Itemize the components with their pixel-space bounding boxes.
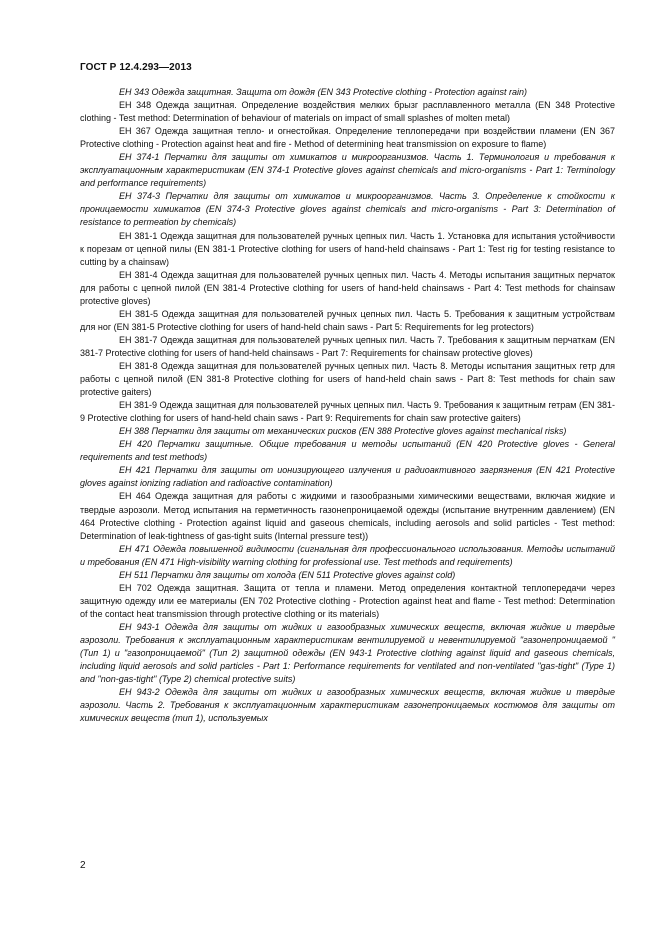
reference-entry: ЕН 374-3 Перчатки для защиты от химикатов и микроорганизмов. Часть 3. Определение к стойкости к проницаемости химикатов (EN 374-3 Protective gloves against chemicals and micro-organisms - Part 3: Determination of resistance to permeation by chemicals) — [80, 191, 615, 228]
reference-entry: ЕН 943-2 Одежда для защиты от жидких и газообразных химических веществ, включая жидкие и твердые аэрозоли. Часть 2. Требования к эксплуатационным характеристикам газонепроницаемых костюмов для защиты от химических веществ (тип 1), используемых — [80, 687, 615, 724]
reference-entry: ЕН 343 Одежда защитная. Защита от дождя (EN 343 Protective clothing - Protection against rain) — [119, 87, 528, 97]
reference-entry: ЕН 511 Перчатки для защиты от холода (EN 511 Protective gloves against cold) — [119, 569, 456, 580]
reference-entry: ЕН 381-1 Одежда защитная для пользователей ручных цепных пил. Часть 1. Установка для испытания устойчивости к порезам от цепной пилы (EN 381-1 Protective clothing for users of hand-held chainsaws - Part 1: Test rig for testing resistance to cutting by a chainsaw) — [80, 230, 615, 267]
reference-entry: ЕН 421 Перчатки для защиты от ионизирующего излучения и радиоактивного загрязнения (EN 421 Protective gloves against ionizing radiation and radioactive contamination) — [80, 465, 615, 489]
page-number: 2 — [80, 860, 86, 871]
reference-entry: ЕН 367 Одежда защитная тепло- и огнестойкая. Определение теплопередачи при воздействии пламени (EN 367 Protective clothing - Protection against heat and fire - Method of determining heat transmission on exposure to flame) — [80, 126, 615, 150]
reference-entry: ЕН 381-9 Одежда защитная для пользователей ручных цепных пил. Часть 9. Требования к защитным гетрам (EN 381-9 Protective clothing for users of hand-held chain saws - Part 9: Requirements for chain saw protective gaiters) — [80, 400, 615, 424]
reference-entry: ЕН 471 Одежда повышенной видимости (сигнальная для профессионального использования. Методы испытаний и требования (EN 471 High-visibility warning clothing for professional use. Test methods and requirements) — [80, 543, 615, 567]
reference-entry: ЕН 374-1 Перчатки для защиты от химикатов и микроорганизмов. Часть 1. Терминология и требования к эксплуатационным характеристикам (EN 374-1 Protective gloves against chemicals and micro-organisms - Part 1: Terminology and performance requirements) — [80, 152, 615, 189]
reference-entry: ЕН 943-1 Одежда для защиты от жидких и газообразных химических веществ, включая жидкие и твердые аэрозоли. Требования к эксплуатационным характеристикам вентилируемой и невентилируемой "газонепроницаемой " (Тип 1) и "газопроницаемой" (Тип 2) защитной одежды (EN 943-1 Protective clothing against liquid and gaseous chemicals, including liquid aerosols and solid particles - Part 1: Performance requirements for ventilated and non-ventilated "gas-tight" (Type 1) and "non-gas-tight" (Type 2) chemical protective suits) — [80, 621, 615, 685]
reference-entry: ЕН 464 Одежда защитная для работы с жидкими и газообразными химическими веществами, включая жидкие и твердые аэрозоли. Метод испытания на герметичность газонепроницаемой одежды (испытание внутренним давлением) (EN 464 Protective clothing - Protection against liquid and gaseous chemicals, including aerosols and solid particles - Test method: Determination of leak-tightness of gas-tight suits (Internal pressure test)) — [80, 491, 615, 541]
reference-entry: ЕН 702 Одежда защитная. Защита от тепла и пламени. Метод определения контактной теплопередачи через защитную одежду или ее материалы (EN 702 Protective clothing - Protection against heat and flame - Test method: Determination of the contact heat transmission through protective clothing or its materials) — [80, 582, 615, 619]
reference-entry: ЕН 381-8 Одежда защитная для пользователей ручных цепных пил. Часть 8. Методы испытания защитных гетр для работы с цепной пилой (EN 381-8 Protective clothing for users of hand-held chain saws - Part 8: Test methods for chain saw protective gaiters) — [80, 360, 615, 398]
reference-entry: ЕН 381-7 Одежда защитная для пользователей ручных цепных пил. Часть 7. Требования к защитным перчаткам (EN 381-7 Protective clothing for users of hand-held chainsaws - Part 7: Requirements for chainsaw protective gloves) — [80, 334, 615, 358]
page-header-standard-code: ГОСТ Р 12.4.293—2013 — [80, 62, 192, 73]
reference-entry: ЕН 381-4 Одежда защитная для пользователей ручных цепных пил. Часть 4. Методы испытания защитных перчаток для работы с цепной пилой (EN 381-4 Protective clothing for users of hand-held chainsaws - Part 4: Test methods for chainsaw protective gloves) — [80, 269, 615, 306]
reference-entry: ЕН 388 Перчатки для защиты от механических рисков (EN 388 Protective gloves against mechanical risks) — [119, 426, 567, 437]
reference-entry: ЕН 348 Одежда защитная. Определение воздействия мелких брызг расплавленного металла (EN 348 Protective clothing - Test method: Determination of behaviour of materials on impact of small splashes of molten metal) — [80, 100, 615, 124]
reference-entry: ЕН 381-5 Одежда защитная для пользователей ручных цепных пил. Часть 5. Требования к защитным устройствам для ног (EN 381-5 Protective clothing for users of hand-held chain saws - Part 5: Requirements for leg protectors) — [80, 308, 615, 332]
reference-entry: ЕН 420 Перчатки защитные. Общие требования и методы испытаний (EN 420 Protective gloves - General requirements and test methods) — [80, 439, 615, 463]
document-body — [80, 86, 615, 725]
